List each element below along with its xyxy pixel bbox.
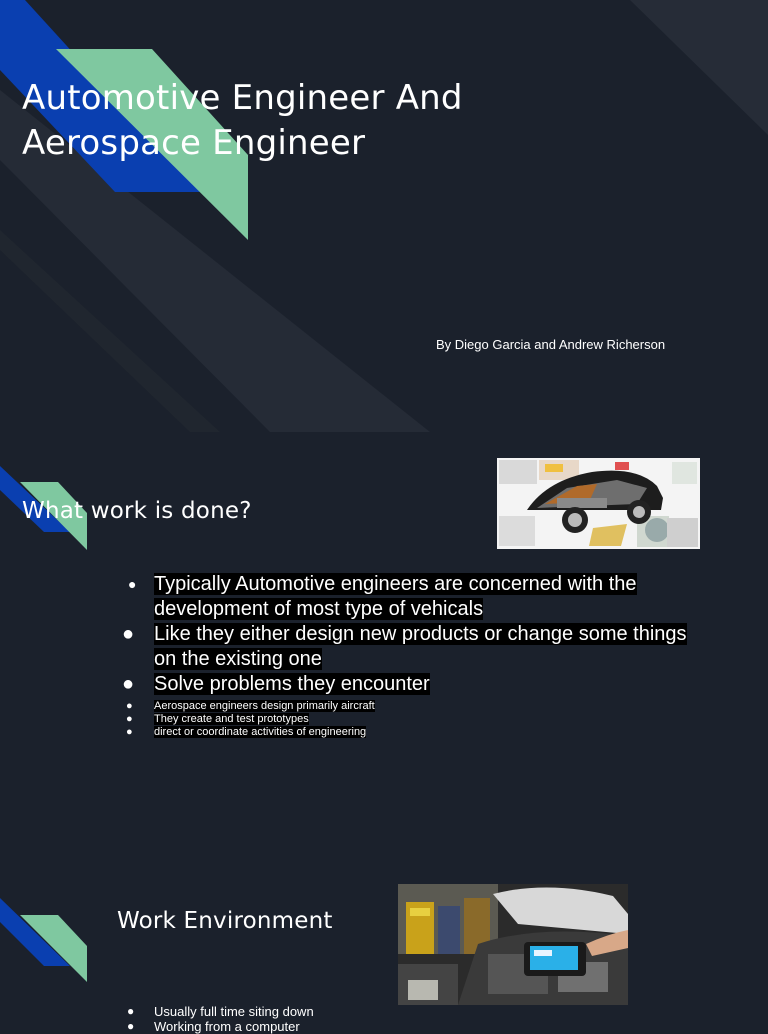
automotive-bullet-list bbox=[122, 572, 692, 697]
bullet-icon: ● bbox=[128, 576, 137, 592]
list-item: ● Aerospace engineers design primarily aircraft bbox=[126, 700, 375, 712]
bullet-icon: ● bbox=[127, 1004, 135, 1018]
list-item: ● Usually full time siting down bbox=[127, 1004, 314, 1019]
bullet-icon: ● bbox=[122, 673, 135, 695]
bullet-icon: ● bbox=[126, 713, 133, 725]
author-byline: By Diego Garcia and Andrew Richerson bbox=[436, 337, 666, 352]
list-item: ● Typically Automotive engineers are concerned with the development of most type of vehicals bbox=[128, 573, 637, 620]
title-slide bbox=[0, 0, 768, 432]
car-cutaway-image bbox=[497, 458, 700, 549]
engine-diagnostic-image bbox=[398, 884, 628, 1005]
bullet-icon: ● bbox=[126, 700, 133, 712]
list-item: ● They create and test prototypes bbox=[126, 713, 309, 725]
section-title: Work Environment bbox=[117, 908, 333, 934]
aerospace-bullet-list bbox=[126, 700, 526, 739]
decorative-shapes bbox=[0, 0, 768, 432]
bullet-icon: ● bbox=[122, 623, 135, 645]
list-item: ● direct or coordinate activities of engineering bbox=[126, 726, 367, 738]
list-item: ● Like they either design new products or change some things on the existing one bbox=[122, 623, 687, 670]
slide-title: Automotive Engineer And Aerospace Engineer bbox=[22, 78, 463, 163]
work-environment-slide bbox=[0, 864, 768, 1024]
section-title: What work is done? bbox=[22, 498, 252, 524]
bullet-icon: ● bbox=[126, 726, 133, 738]
work-environment-bullet-list bbox=[127, 1004, 427, 1034]
list-item: ● Working from a computer bbox=[127, 1019, 300, 1034]
list-item: ● Solve problems they encounter bbox=[122, 673, 430, 695]
bullet-icon: ● bbox=[127, 1019, 135, 1033]
decorative-shapes bbox=[0, 864, 768, 1024]
